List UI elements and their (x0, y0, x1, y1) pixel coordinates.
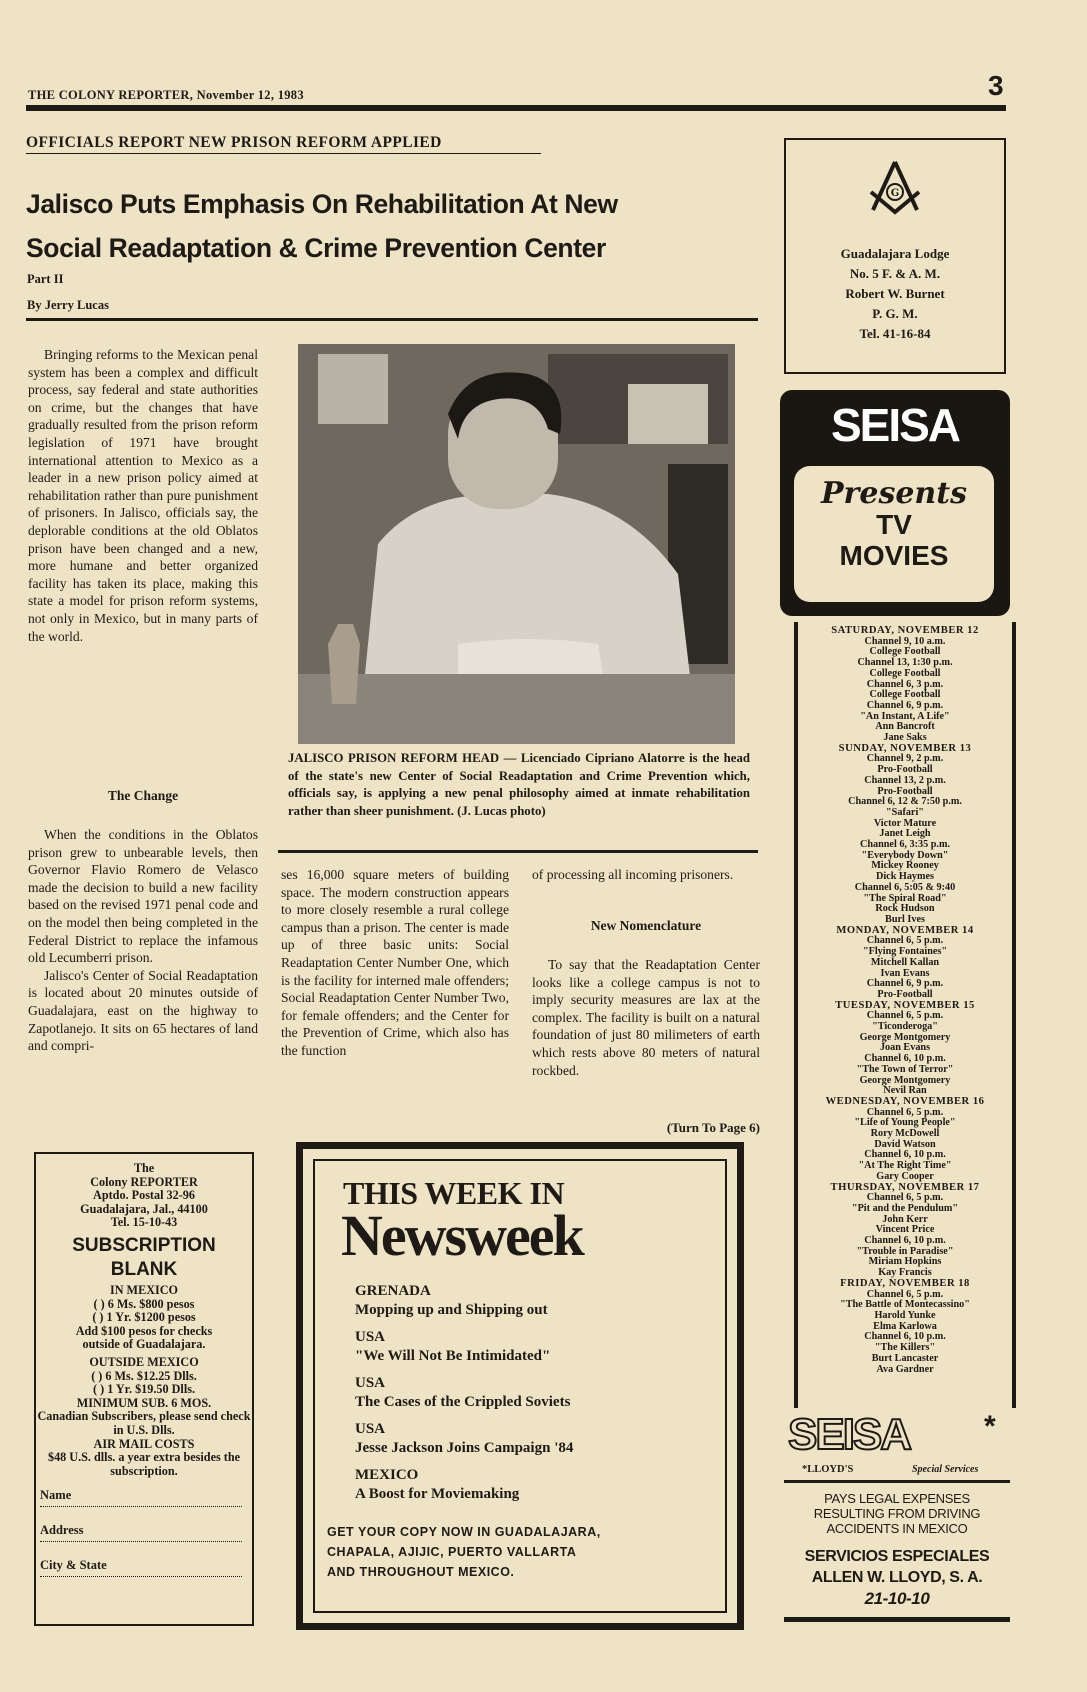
sub-head-line: The (133, 1161, 155, 1175)
tv-line: College Football (869, 646, 941, 658)
tv-line: Ava Gardner (876, 1363, 934, 1375)
lloyd-tagline (784, 1464, 1010, 1483)
sub-head-line: Aptdo. Postal 32-96 (93, 1188, 195, 1203)
tv-line: Victor Mature (873, 817, 937, 829)
name-field[interactable]: Name (40, 1488, 242, 1507)
newsweek-head: THIS WEEK IN (343, 1175, 565, 1211)
article-headline (26, 182, 746, 270)
tv-line: Pro-Football (877, 764, 933, 776)
newsweek-footer-line: GET YOUR COPY NOW IN GUADALAJARA, (327, 1525, 601, 1539)
article-column-2 (281, 866, 509, 1060)
tv-line: Channel 6, 12 & 7:50 p.m. (848, 796, 962, 808)
headline-line-2: Social Readaptation & Crime Prevention Center (26, 233, 606, 263)
tv-line: Burt Lancaster (871, 1352, 939, 1364)
sub-note: Add $100 pesos for checks (75, 1323, 213, 1338)
lloyd-company-line-2: ALLEN W. LLOYD, S. A. (811, 1569, 983, 1586)
sub-head-line: Tel. 15-10-43 (110, 1215, 178, 1230)
tv-line: Janet Leigh (879, 828, 931, 840)
tv-line: George Montgomery (859, 1074, 951, 1086)
tv-line: "Flying Fontaines" (862, 946, 948, 958)
tv-line: Channel 9, 2 p.m. (866, 753, 944, 765)
tv-line: Mitchell Kallan (870, 956, 940, 968)
lodge-master: Robert W. Burnet (845, 286, 945, 301)
newsweek-section: USA (355, 1329, 386, 1345)
newsweek-footer-line: AND THROUGHOUT MEXICO. (327, 1565, 515, 1579)
masthead-rule (26, 105, 1006, 111)
newsweek-ad (296, 1142, 744, 1630)
lloyd-description (784, 1491, 1010, 1536)
tv-line: "The Battle of Montecassino" (840, 1299, 970, 1311)
tv-line: Harold Yunke (874, 1310, 936, 1321)
lodge-number: No. 5 F. & A. M. (849, 266, 941, 281)
sub-title-2: BLANK (110, 1258, 178, 1280)
lloyd-company-line-1: SERVICIOS ESPECIALES (804, 1548, 990, 1565)
tv-line: Channel 6, 10 p.m. (864, 1331, 946, 1343)
paragraph-security: To say that the Readaptation Center looks like a college campus is not to imply security measures are lax at the complex. The facility is built on a natural foundation of just 80 milimeters of earth which rests above 80 meters of natural rockbed. (532, 957, 760, 1078)
lodge-phone: Tel. 41-16-84 (859, 326, 931, 341)
lloyd-bottom-rule (784, 1617, 1010, 1622)
sub-option[interactable]: ( ) 1 Yr. $19.50 Dlls. (92, 1382, 195, 1397)
newsweek-story: The Cases of the Crippled Soviets (355, 1394, 571, 1410)
tv-line: Joan Evans (879, 1042, 931, 1054)
tv-line: Channel 6, 5:05 & 9:40 (854, 881, 956, 893)
lloyd-tagline-left: *LLOYD'S (802, 1464, 854, 1475)
tv-day: SATURDAY, NOVEMBER 12 (831, 625, 979, 636)
sub-option[interactable]: ( ) 1 Yr. $1200 pesos (92, 1310, 196, 1325)
tv-line: "Safari" (886, 806, 924, 818)
city-state-field[interactable]: City & State (40, 1558, 242, 1577)
newsweek-section: USA (355, 1421, 386, 1437)
tv-line: Rock Hudson (875, 903, 935, 915)
seisa-movies: MOVIES (839, 540, 949, 571)
sub-mexico-head: IN MEXICO (109, 1282, 179, 1297)
tv-line: Ann Bancroft (875, 721, 935, 733)
byline-rule (26, 318, 758, 321)
article-column-3-continued (532, 956, 760, 1079)
newsweek-section: GRENADA (355, 1283, 431, 1299)
photo-caption: JALISCO PRISON REFORM HEAD — Licenciado Cipriano Alatorre is the head of the state's new Center of Social Readaptation and Crime Prevention which, officials say, is applying a new penal philosophy aimed at inmate rehabilitation rather than sheer punishment. (J. Lucas photo) (288, 751, 750, 818)
tv-line: Channel 6, 5 p.m. (866, 1106, 944, 1118)
tv-line: Channel 6, 10 p.m. (864, 1053, 946, 1065)
lloyd-phone: 21-10-10 (864, 1589, 930, 1608)
masonic-compass-icon (865, 158, 925, 218)
tv-line: Burl Ives (885, 913, 925, 925)
tv-line: George Montgomery (859, 1031, 951, 1043)
seisa-tv: TV (876, 509, 912, 540)
tv-line: Channel 6, 5 p.m. (866, 1288, 944, 1300)
tv-line: Gary Cooper (876, 1170, 934, 1182)
tv-line: David Watson (874, 1138, 936, 1150)
caption-rule (278, 850, 758, 853)
lloyd-company (784, 1546, 1010, 1609)
newsweek-inner-border (313, 1159, 727, 1613)
tv-line: Dick Haymes (875, 871, 934, 883)
tv-line: Channel 6, 9 p.m. (866, 978, 944, 990)
article-column-3 (532, 866, 760, 884)
subhead-the-change: The Change (107, 788, 179, 803)
tv-line: Channel 6, 5 p.m. (866, 1192, 944, 1204)
lloyd-seisa-logo: SEISA (788, 1410, 911, 1459)
sub-head-line: Guadalajara, Jal., 44100 (80, 1201, 208, 1216)
sub-air-head: AIR MAIL COSTS (93, 1436, 195, 1451)
tv-line: "The Spiral Road" (863, 892, 947, 904)
paragraph-location: Jalisco's Center of Social Readaptation is located about 20 minutes outside of Guadalajara, east on the highway to Zapotlanejo. It sits on 65 hectares of land and compri- (28, 967, 258, 1054)
subhead-new-nomenclature: New Nomenclature (590, 918, 702, 933)
newsweek-section: MEXICO (355, 1467, 419, 1483)
newsweek-contents (355, 1282, 725, 1504)
tv-line: Channel 6, 5 p.m. (866, 1010, 944, 1022)
tv-line: College Football (869, 689, 941, 701)
article-part: Part II (27, 272, 64, 286)
tv-line: Channel 6, 3:35 p.m. (859, 839, 950, 851)
paragraph-the-change: When the conditions in the Oblatos prison grew to unbearable levels, then Governor Flavio Romero de Velasco made the decision to build a new facility based on the revised 1971 penal code and on the model then being completed in the Federal District to replace the infamous old Lecumberri prison. (28, 827, 258, 966)
tv-line: "Trouble in Paradise" (856, 1245, 954, 1257)
tv-line: "Pit and the Pendulum" (851, 1202, 959, 1214)
kicker-underline (26, 153, 541, 154)
lodge-ad (784, 138, 1006, 374)
sub-air-text: $48 U.S. dlls. a year extra besides the subscription. (47, 1450, 241, 1478)
subscription-blank (34, 1152, 254, 1626)
article-column-1-continued (28, 826, 258, 1055)
tv-line: Jane Saks (883, 732, 927, 744)
tv-line: College Football (869, 667, 941, 679)
tv-line: Ivan Evans (880, 967, 930, 979)
sub-note: outside of Guadalajara. (82, 1337, 206, 1352)
lloyd-ad (784, 1410, 1010, 1630)
address-field[interactable]: Address (40, 1523, 242, 1542)
newsweek-footer (327, 1522, 725, 1582)
svg-text:G: G (890, 188, 900, 199)
sub-option[interactable]: ( ) 6 Ms. $800 pesos (93, 1296, 195, 1311)
tv-line: "Life of Young People" (854, 1117, 956, 1129)
seisa-panel (794, 466, 994, 602)
tv-line: Channel 13, 1:30 p.m. (857, 657, 953, 669)
tv-line: Channel 6, 3 p.m. (866, 678, 944, 690)
tv-line: Channel 9, 10 a.m. (864, 635, 946, 647)
tv-line: Pro-Football (877, 988, 933, 1000)
tv-line: Elma Karlowa (873, 1320, 937, 1332)
paragraph-processing: of processing all incoming prisoners. (532, 867, 734, 882)
tv-line: John Kerr (882, 1213, 928, 1225)
photo-prison-reform-head (298, 344, 735, 744)
tv-line: Pro-Football (877, 785, 933, 797)
masthead-title: THE COLONY REPORTER, November 12, 1983 (28, 88, 304, 102)
tv-line: "An Instant, A Life" (860, 710, 950, 722)
tv-line: Kay Francis (878, 1267, 932, 1279)
paragraph-intro: Bringing reforms to the Mexican penal system has been a complex and difficult process, say federal and state authorities on crime, but the changes that have gradually resulted from the prison reform legislation of 1971 have brought international attention to Mexico as a leader in a new prison policy aimed at rehabilitation rather than pure punishment of prisoners. In Jalisco, officials say, the deplorable conditions at the old Oblatos prison have been changed and a new, more humane and better organized facility has taken its place, making this state a model for prison reform systems, not only in Mexico, but in many parts of the world. (28, 347, 258, 644)
newsweek-story: Jesse Jackson Joins Campaign '84 (355, 1440, 574, 1456)
sub-title: SUBSCRIPTION (72, 1234, 216, 1256)
page-number: 3 (988, 70, 1004, 101)
newsweek-story: A Boost for Moviemaking (355, 1486, 520, 1502)
article-column-1 (28, 346, 258, 645)
tv-listings (794, 622, 1016, 1408)
tv-day: TUESDAY, NOVEMBER 15 (835, 999, 975, 1011)
seisa-logo: SEISA (830, 399, 960, 451)
lloyd-text-line: PAYS LEGAL EXPENSES (824, 1491, 970, 1506)
tv-day: MONDAY, NOVEMBER 14 (836, 924, 974, 936)
tv-line: Channel 6, 9 p.m. (866, 699, 944, 711)
lodge-name: Guadalajara Lodge (840, 246, 950, 261)
lloyd-text-line: ACCIDENTS IN MEXICO (826, 1521, 968, 1536)
tv-line: Channel 6, 10 p.m. (864, 1149, 946, 1161)
lloyd-tagline-right: Special Services (912, 1464, 979, 1475)
newsweek-story: Mopping up and Shipping out (355, 1302, 548, 1318)
turn-to-page-link[interactable]: (Turn To Page 6) (666, 1120, 760, 1135)
article-kicker: OFFICIALS REPORT NEW PRISON REFORM APPLIED (26, 134, 442, 151)
lodge-title: P. G. M. (872, 306, 918, 321)
tv-line: "At The Right Time" (858, 1160, 952, 1172)
lloyd-asterisk: * (984, 1410, 996, 1443)
newsweek-footer-line: CHAPALA, AJIJIC, PUERTO VALLARTA (327, 1545, 577, 1559)
tv-line: Nevil Ran (883, 1085, 927, 1097)
paragraph-building: ses 16,000 square meters of building space. The modern construction appears to more closely resemble a rural college campus than a prison. The center is made up of three basic units: Social Readaptation Center Number One, which is the facility for interned male offenders; Social Readaptation Center Number Two, for female offenders; and the Center for the Prevention of Crime, which also has the function (281, 867, 509, 1058)
tv-line: Channel 6, 5 p.m. (866, 935, 944, 947)
tv-line: "The Killers" (874, 1342, 936, 1354)
tv-line: "Ticonderoga" (872, 1021, 938, 1033)
lloyd-text-line: RESULTING FROM DRIVING (813, 1506, 981, 1521)
newsweek-section: USA (355, 1375, 386, 1391)
tv-line: Channel 13, 2 p.m. (864, 774, 946, 786)
tv-line: "Everybody Down" (861, 849, 949, 861)
article-byline: By Jerry Lucas (27, 298, 109, 312)
tv-line: "The Town of Terror" (856, 1063, 954, 1075)
seisa-presents: Presents (821, 476, 967, 511)
tv-day: FRIDAY, NOVEMBER 18 (840, 1277, 970, 1289)
tv-line: Miriam Hopkins (868, 1256, 942, 1268)
newsweek-logo: Newsweek (341, 1203, 583, 1268)
photo-illustration (298, 344, 735, 744)
tv-line: Vincent Price (875, 1224, 935, 1236)
seisa-tv-ad (780, 390, 1010, 616)
tv-line: Channel 6, 10 p.m. (864, 1235, 946, 1247)
sub-outside-head: OUTSIDE MEXICO (89, 1354, 199, 1369)
sub-option[interactable]: ( ) 6 Ms. $12.25 Dlls. (91, 1368, 197, 1383)
newsweek-story: "We Will Not Be Intimidated" (355, 1348, 551, 1364)
sub-head-line: Colony REPORTER (90, 1174, 198, 1189)
sub-note: Canadian Subscribers, please send check in U.S. Dlls. (37, 1409, 251, 1437)
headline-line-1: Jalisco Puts Emphasis On Rehabilitation At New (26, 189, 618, 219)
tv-day: THURSDAY, NOVEMBER 17 (830, 1181, 980, 1193)
tv-day: WEDNESDAY, NOVEMBER 16 (825, 1095, 985, 1107)
tv-day: SUNDAY, NOVEMBER 13 (838, 742, 972, 754)
tv-line: Mickey Rooney (871, 860, 939, 872)
tv-line: Rory McDowell (870, 1128, 940, 1140)
sub-note: MINIMUM SUB. 6 MOS. (76, 1395, 212, 1410)
